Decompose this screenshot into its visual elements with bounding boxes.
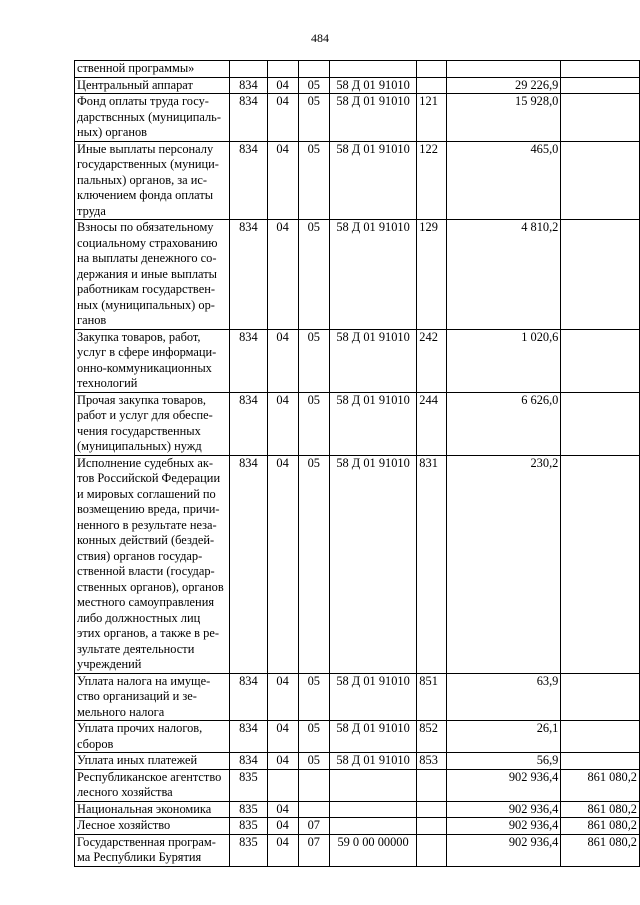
ministry-code-cell: 834 — [230, 77, 267, 94]
subsection-code-cell: 05 — [298, 721, 329, 753]
target-article-cell: 58 Д 01 91010 — [329, 220, 416, 330]
ministry-code-cell: 835 — [230, 801, 267, 818]
expense-type-cell: 242 — [417, 329, 447, 392]
name-line: ство организаций и зе- — [77, 689, 197, 703]
name-line: ственной власти (государ- — [77, 564, 215, 578]
amount-cell-2 — [561, 753, 640, 770]
name-line: держания и иные выплаты — [77, 266, 217, 281]
section-code-cell: 04 — [267, 94, 298, 142]
table-row — [75, 392, 640, 455]
name-line: Лесное хозяйство — [77, 818, 171, 832]
ministry-code-cell: 834 — [230, 94, 267, 142]
name-cell — [75, 753, 230, 770]
amount-cell: 902 936,4 — [446, 769, 560, 801]
ministry-code-cell — [230, 61, 267, 78]
table-row — [75, 834, 640, 866]
name-line: Взносы по обязательному — [77, 220, 214, 234]
table-row — [75, 673, 640, 721]
section-code-cell: 04 — [267, 673, 298, 721]
expense-type-cell — [417, 801, 447, 818]
amount-cell-2: 861 080,2 — [561, 801, 640, 818]
amount-cell-2: 861 080,2 — [561, 769, 640, 801]
expense-type-cell: 244 — [417, 392, 447, 455]
name-line: дарствснных (муниципаль- — [77, 109, 221, 124]
ministry-code-cell: 834 — [230, 392, 267, 455]
target-article-cell — [329, 818, 416, 835]
target-article-cell: 58 Д 01 91010 — [329, 141, 416, 220]
ministry-code-cell: 834 — [230, 220, 267, 330]
name-line: ганов — [77, 313, 107, 327]
amount-cell-2 — [561, 673, 640, 721]
name-line: Уплата налога на имуще- — [77, 673, 211, 688]
amount-cell: 230,2 — [446, 455, 560, 673]
amount-cell: 29 226,9 — [446, 77, 560, 94]
amount-cell — [446, 61, 560, 78]
subsection-code-cell: 05 — [298, 94, 329, 142]
name-line: сборов — [77, 736, 114, 751]
amount-cell-2 — [561, 220, 640, 330]
target-article-cell: 58 Д 01 91010 — [329, 94, 416, 142]
target-article-cell — [329, 769, 416, 801]
section-code-cell: 04 — [267, 818, 298, 835]
amount-cell-2: 861 080,2 — [561, 834, 640, 866]
amount-cell-2 — [561, 94, 640, 142]
amount-cell: 465,0 — [446, 141, 560, 220]
name-line: на выплаты денежного со- — [77, 251, 217, 265]
ministry-code-cell: 834 — [230, 753, 267, 770]
section-code-cell: 04 — [267, 329, 298, 392]
amount-cell-2 — [561, 455, 640, 673]
table-row — [75, 769, 640, 801]
expense-type-cell: 129 — [417, 220, 447, 330]
subsection-code-cell: 05 — [298, 329, 329, 392]
name-line: ственных органов), органов — [77, 579, 224, 594]
name-cell — [75, 721, 230, 753]
subsection-code-cell — [298, 769, 329, 801]
target-article-cell: 58 Д 01 91010 — [329, 77, 416, 94]
name-line: ма Республики Бурятия — [77, 850, 202, 864]
name-line: ненного в результате неза- — [77, 517, 217, 532]
section-code-cell — [267, 769, 298, 801]
section-code-cell: 04 — [267, 77, 298, 94]
amount-cell: 902 936,4 — [446, 818, 560, 835]
name-line: работникам государствен- — [77, 282, 215, 296]
amount-cell: 26,1 — [446, 721, 560, 753]
target-article-cell: 58 Д 01 91010 — [329, 673, 416, 721]
name-line: либо должностных лиц — [77, 610, 201, 625]
name-line: ключением фонда оплаты — [77, 188, 214, 202]
name-line: этих органов, а также в ре- — [77, 626, 219, 640]
name-line: онно-коммуникационных — [77, 360, 212, 375]
table-row — [75, 753, 640, 770]
amount-cell-2 — [561, 77, 640, 94]
amount-cell-2 — [561, 61, 640, 78]
name-line: Центральный аппарат — [77, 77, 193, 92]
expense-type-cell — [417, 77, 447, 94]
section-code-cell — [267, 61, 298, 78]
expense-type-cell — [417, 818, 447, 835]
name-line: ственной программы» — [77, 61, 195, 75]
name-line: конных действий (бездей- — [77, 533, 215, 547]
subsection-code-cell: 07 — [298, 834, 329, 866]
name-line: Иные выплаты персоналу — [77, 141, 214, 156]
subsection-code-cell: 07 — [298, 818, 329, 835]
name-line: труда — [77, 203, 106, 218]
section-code-cell: 04 — [267, 721, 298, 753]
section-code-cell: 04 — [267, 392, 298, 455]
expense-type-cell: 851 — [417, 673, 447, 721]
subsection-code-cell: 05 — [298, 220, 329, 330]
budget-table — [74, 60, 640, 867]
section-code-cell: 04 — [267, 455, 298, 673]
expense-type-cell — [417, 769, 447, 801]
subsection-code-cell: 05 — [298, 673, 329, 721]
target-article-cell: 58 Д 01 91010 — [329, 392, 416, 455]
table-row — [75, 77, 640, 94]
name-line: возмещению вреда, причи- — [77, 502, 220, 516]
section-code-cell: 04 — [267, 141, 298, 220]
ministry-code-cell: 834 — [230, 455, 267, 673]
table-row — [75, 455, 640, 673]
table-row — [75, 220, 640, 330]
ministry-code-cell: 835 — [230, 818, 267, 835]
expense-type-cell: 121 — [417, 94, 447, 142]
name-line: Прочая закупка товаров, — [77, 392, 207, 407]
ministry-code-cell: 835 — [230, 769, 267, 801]
name-line: пальных) органов, за ис- — [77, 172, 208, 187]
expense-type-cell: 122 — [417, 141, 447, 220]
name-cell — [75, 455, 230, 673]
amount-cell-2 — [561, 141, 640, 220]
ministry-code-cell: 834 — [230, 721, 267, 753]
table-row — [75, 818, 640, 835]
ministry-code-cell: 835 — [230, 834, 267, 866]
amount-cell-2 — [561, 392, 640, 455]
subsection-code-cell — [298, 61, 329, 78]
table-row — [75, 61, 640, 78]
subsection-code-cell: 05 — [298, 392, 329, 455]
section-code-cell: 04 — [267, 220, 298, 330]
target-article-cell: 58 Д 01 91010 — [329, 329, 416, 392]
amount-cell: 6 626,0 — [446, 392, 560, 455]
name-cell — [75, 94, 230, 142]
name-line: местного самоуправления — [77, 595, 215, 609]
amount-cell-2: 861 080,2 — [561, 818, 640, 835]
name-line: ных (муниципальных) ор- — [77, 297, 215, 312]
name-cell — [75, 220, 230, 330]
name-line: мельного налога — [77, 704, 165, 719]
amount-cell: 63,9 — [446, 673, 560, 721]
amount-cell: 15 928,0 — [446, 94, 560, 142]
name-cell — [75, 392, 230, 455]
subsection-code-cell — [298, 801, 329, 818]
name-line: Республиканское агентство — [77, 769, 222, 784]
name-line: работ и услуг для обеспе- — [77, 408, 213, 422]
name-line: Национальная экономика — [77, 801, 212, 816]
target-article-cell: 58 Д 01 91010 — [329, 455, 416, 673]
name-line: социальному страхованию — [77, 235, 218, 250]
table-row — [75, 329, 640, 392]
amount-cell: 902 936,4 — [446, 801, 560, 818]
name-line: учреждений — [77, 657, 142, 671]
table-row — [75, 141, 640, 220]
subsection-code-cell: 05 — [298, 455, 329, 673]
name-cell — [75, 801, 230, 818]
name-line: Уплата прочих налогов, — [77, 721, 203, 735]
table-row — [75, 721, 640, 753]
section-code-cell: 04 — [267, 801, 298, 818]
amount-cell: 56,9 — [446, 753, 560, 770]
name-line: лесного хозяйства — [77, 785, 173, 799]
ministry-code-cell: 834 — [230, 329, 267, 392]
expense-type-cell — [417, 834, 447, 866]
amount-cell: 902 936,4 — [446, 834, 560, 866]
name-line: Закупка товаров, работ, — [77, 329, 201, 344]
expense-type-cell — [417, 61, 447, 78]
name-line: чения государственных — [77, 423, 201, 438]
name-cell — [75, 818, 230, 835]
name-cell — [75, 834, 230, 866]
name-line: Уплата иных платежей — [77, 753, 198, 767]
name-cell — [75, 77, 230, 94]
name-cell — [75, 329, 230, 392]
name-cell — [75, 141, 230, 220]
name-line: (муниципальных) нужд — [77, 439, 202, 453]
name-line: технологий — [77, 376, 138, 390]
expense-type-cell: 831 — [417, 455, 447, 673]
section-code-cell: 04 — [267, 834, 298, 866]
ministry-code-cell: 834 — [230, 673, 267, 721]
name-line: ных) органов — [77, 125, 148, 139]
expense-type-cell: 853 — [417, 753, 447, 770]
expense-type-cell: 852 — [417, 721, 447, 753]
target-article-cell — [329, 801, 416, 818]
name-line: государственных (муници- — [77, 157, 219, 171]
ministry-code-cell: 834 — [230, 141, 267, 220]
name-cell — [75, 769, 230, 801]
amount-cell-2 — [561, 329, 640, 392]
target-article-cell: 58 Д 01 91010 — [329, 721, 416, 753]
subsection-code-cell: 05 — [298, 77, 329, 94]
target-article-cell — [329, 61, 416, 78]
name-line: тов Российской Федерации — [77, 471, 221, 485]
name-line: ствия) органов государ- — [77, 548, 203, 563]
name-line: и мировых соглашений по — [77, 486, 216, 501]
amount-cell-2 — [561, 721, 640, 753]
target-article-cell: 59 0 00 00000 — [329, 834, 416, 866]
amount-cell: 1 020,6 — [446, 329, 560, 392]
section-code-cell: 04 — [267, 753, 298, 770]
table-row — [75, 801, 640, 818]
amount-cell: 4 810,2 — [446, 220, 560, 330]
name-line: Государственная програм- — [77, 834, 216, 849]
name-cell — [75, 673, 230, 721]
name-line: Исполнение судебных ак- — [77, 455, 214, 470]
subsection-code-cell: 05 — [298, 141, 329, 220]
name-cell — [75, 61, 230, 78]
name-line: Фонд оплаты труда госу- — [77, 94, 209, 108]
target-article-cell: 58 Д 01 91010 — [329, 753, 416, 770]
table-row — [75, 94, 640, 142]
subsection-code-cell: 05 — [298, 753, 329, 770]
name-line: зультате деятельности — [77, 641, 195, 656]
name-line: услуг в сфере информаци- — [77, 345, 217, 359]
page-number: 484 — [311, 31, 329, 45]
